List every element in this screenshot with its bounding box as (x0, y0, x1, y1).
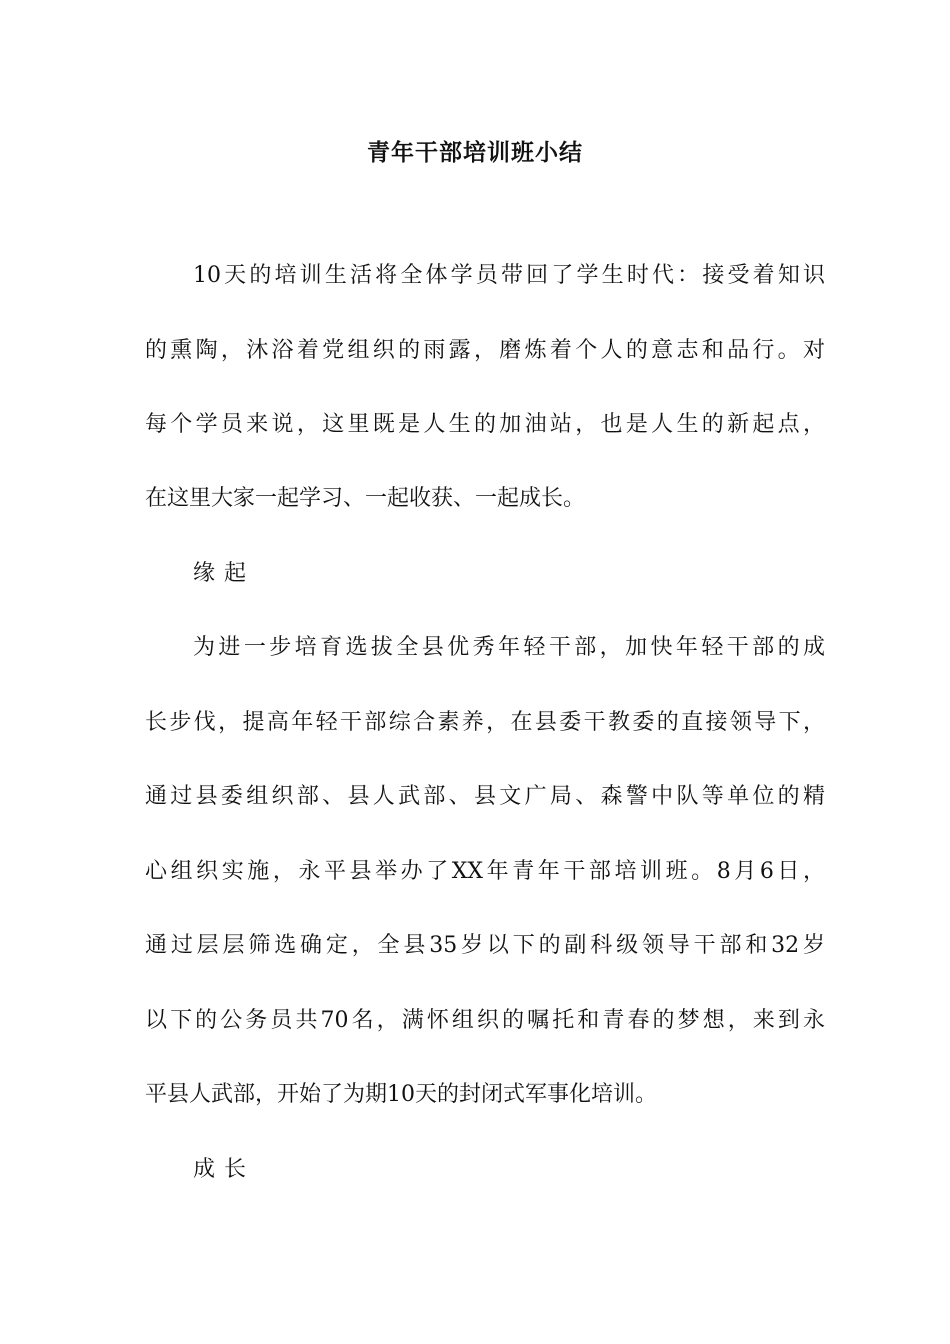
section-heading-growth: 成 长 (193, 1157, 247, 1182)
paragraph-line: 在这里大家一起学习、一起收获、一起成长。 (145, 486, 586, 511)
paragraph-line: 通过层层筛选确定，全县35岁以下的副科级领导干部和32岁 (145, 933, 825, 958)
paragraph-line: 以下的公务员共70名，满怀组织的嘱托和青春的梦想，来到永 (145, 1008, 825, 1033)
paragraph-line: 平县人武部，开始了为期10天的封闭式军事化培训。 (145, 1082, 657, 1107)
paragraph-line: 为进一步培育选拔全县优秀年轻干部，加快年轻干部的成 (193, 635, 825, 660)
paragraph-line: 通过县委组织部、县人武部、县文广局、森警中队等单位的精 (145, 784, 825, 809)
paragraph-line: 心组织实施，永平县举办了XX年青年干部培训班。8月6日， (145, 859, 825, 884)
document-title: 青年干部培训班小结 (367, 139, 583, 166)
paragraph-line: 的熏陶，沐浴着党组织的雨露，磨炼着个人的意志和品行。对 (145, 338, 825, 363)
paragraph-line: 每个学员来说，这里既是人生的加油站，也是人生的新起点， (145, 412, 825, 437)
section-heading-origin: 缘 起 (193, 561, 247, 586)
paragraph-line: 10天的培训生活将全体学员带回了学生时代：接受着知识 (193, 263, 825, 288)
paragraph-line: 长步伐，提高年轻干部综合素养，在县委干教委的直接领导下， (145, 710, 825, 735)
